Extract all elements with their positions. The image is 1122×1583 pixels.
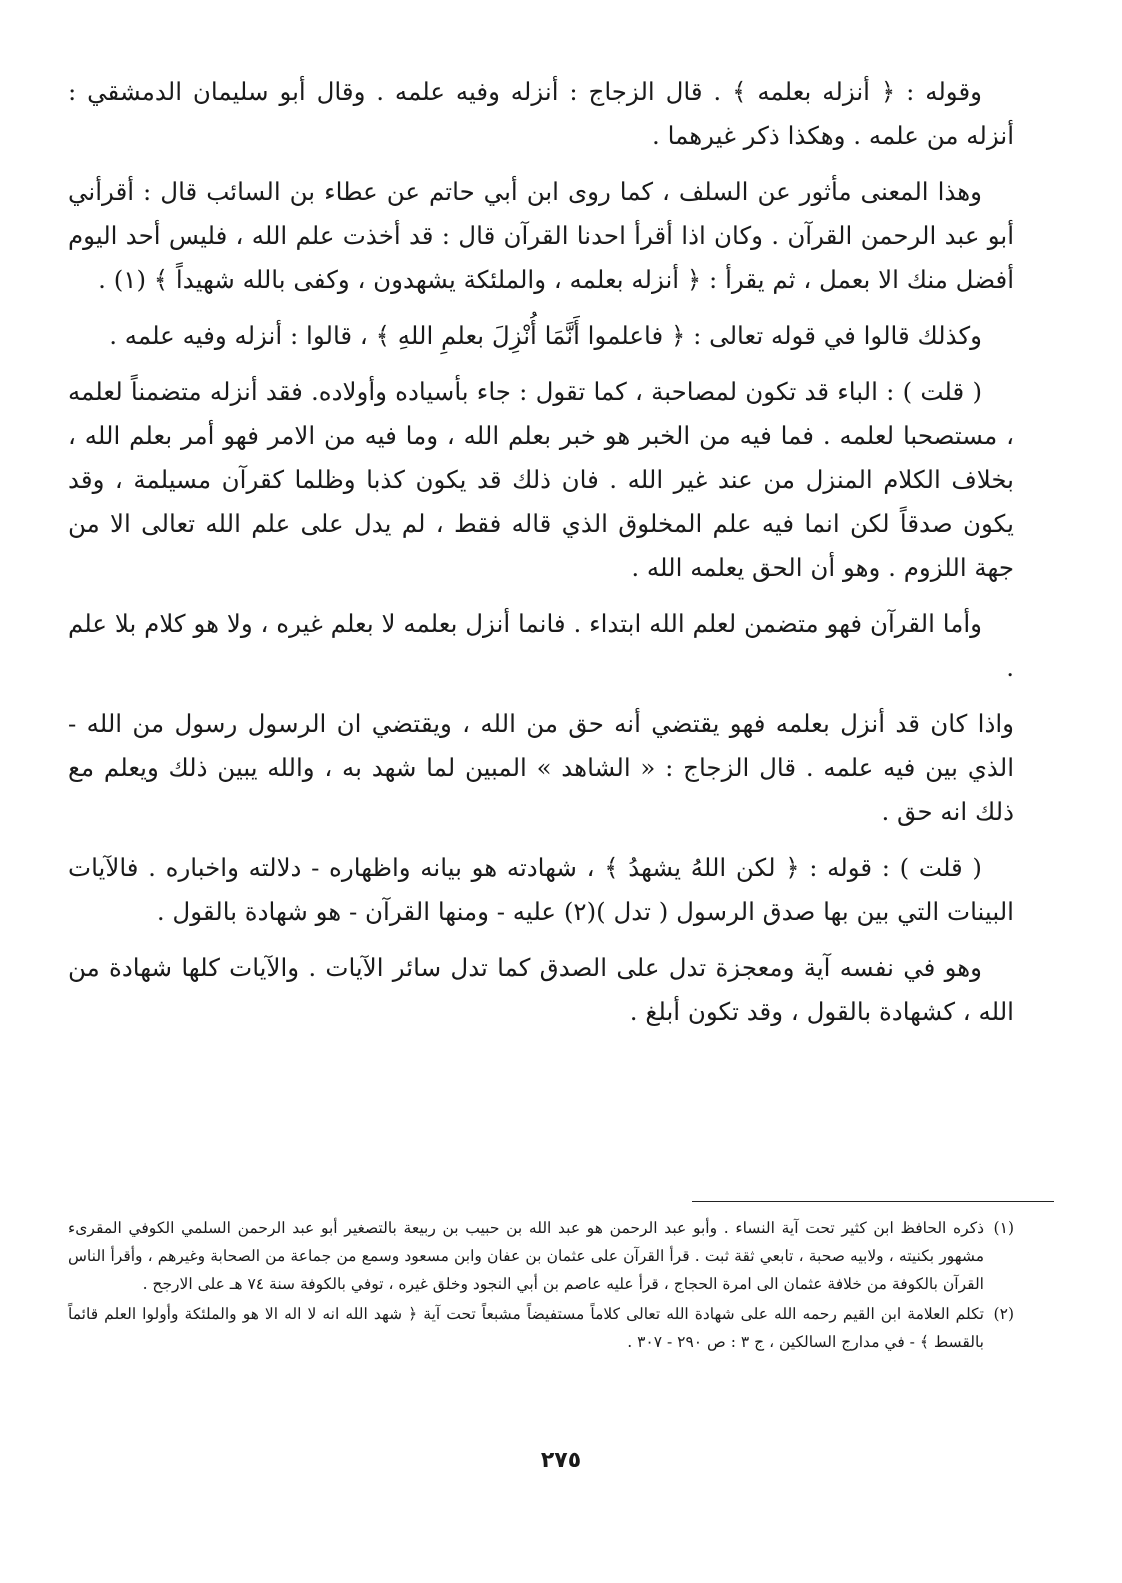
footnote-2 — [68, 1300, 1014, 1356]
paragraph-1: وقوله : ﴿ أنزله بعلمه ﴾ . قال الزجاج : أنزله وفيه علمه . وقال أبو سليمان الدمشقي : أنزله من علمه . وهكذا ذكر غيرهما . — [68, 77, 1014, 150]
footnote-2-mark: (٢) — [993, 1305, 1014, 1323]
footnote-2-text: تكلم العلامة ابن القيم رحمه الله على شهادة الله تعالى كلاماً مستفيضاً مشبعاً تحت آية ﴿ شهد الله انه لا اله الا هو والملئكة وأولوا العلم قائماً بالقسط ﴾ - في مدارج السالكين ، ج ٣ : ص ٢٩٠ - ٣٠٧ . — [68, 1305, 984, 1351]
paragraph-5: وأما القرآن فهو متضمن لعلم الله ابتداء . فانما أنزل بعلمه لا بعلم غيره ، ولا هو كلام بلا علم . — [68, 609, 1014, 682]
paragraph-8: وهو في نفسه آية ومعجزة تدل على الصدق كما تدل سائر الآيات . والآيات كلها شهادة من الله ، كشهادة بالقول ، وقد تكون أبلغ . — [68, 953, 1014, 1026]
footnotes — [68, 1214, 1014, 1358]
footnote-divider — [692, 1201, 1054, 1202]
page-number: ٢٧٥ — [540, 1448, 582, 1473]
paragraph-4: ( قلت ) : الباء قد تكون لمصاحبة ، كما تقول : جاء بأسياده وأولاده. فقد أنزله متضمناً لعلمه ، مستصحبا لعلمه . فما فيه من الخبر هو خبر بعلم الله ، وما فيه من الامر فهو أمر بعلم الله ، بخلاف الكلام المنزل من عند غير الله . فان ذلك قد يكون كذبا وظلما كقرآن مسيلمة ، وقد يكون صدقاً لكن انما فيه علم المخلوق الذي قاله فقط ، لم يدل على علم الله تعالى الا من جهة اللزوم . وهو أن الحق يعلمه الله . — [68, 377, 1014, 582]
page-body — [68, 70, 1014, 1046]
paragraph-3: وكذلك قالوا في قوله تعالى : ﴿ فاعلموا أَنَّمَا أُنْزِلَ بعلمِ اللهِ ﴾ ، قالوا : أنزله وفيه علمه . — [109, 321, 982, 350]
paragraph-7: ( قلت ) : قوله : ﴿ لكن اللهُ يشهدُ ﴾ ، شهادته هو بيانه واظهاره - دلالته واخباره . فالآيات البينات التي بين بها صدق الرسول ( تدل )(٢) عليه - ومنها القرآن - هو شهادة بالقول . — [68, 853, 1014, 926]
paragraph-6: واذا كان قد أنزل بعلمه فهو يقتضي أنه حق من الله ، ويقتضي ان الرسول رسول من الله - الذي بين فيه علمه . قال الزجاج : « الشاهد » المبين لما شهد به ، والله يبين ذلك ويعلم مع ذلك انه حق . — [68, 709, 1014, 826]
paragraph-2: وهذا المعنى مأثور عن السلف ، كما روى ابن أبي حاتم عن عطاء بن السائب قال : أقرأني أبو عبد الرحمن القرآن . وكان اذا أقرأ احدنا القرآن قال : قد أخذت علم الله ، فليس أحد اليوم أفضل منك الا بعمل ، ثم يقرأ : ﴿ أنزله بعلمه ، والملئكة يشهدون ، وكفى بالله شهيداً ﴾ (١) . — [68, 177, 1014, 294]
footnote-1-text: ذكره الحافظ ابن كثير تحت آية النساء . وأبو عبد الرحمن هو عبد الله بن حبيب بن ربيعة بالتصغير أبو عبد الرحمن السلمي الكوفي المقرىء مشهور بكنيته ، ولابيه صحبة ، تابعي ثقة ثبت . قرأ القرآن على عثمان بن عفان وابن مسعود وسمع من جماعة من الصحابة وغيرهم ، وأقرأ الناس القرآن بالكوفة من خلافة عثمان الى امرة الحجاج ، قرأ عليه عاصم بن أبي النجود وخلق غيره ، توفي بالكوفة سنة ٧٤ هـ على الارجح . — [68, 1219, 984, 1293]
footnote-1-mark: (١) — [993, 1219, 1014, 1237]
footnote-1 — [68, 1214, 1014, 1298]
